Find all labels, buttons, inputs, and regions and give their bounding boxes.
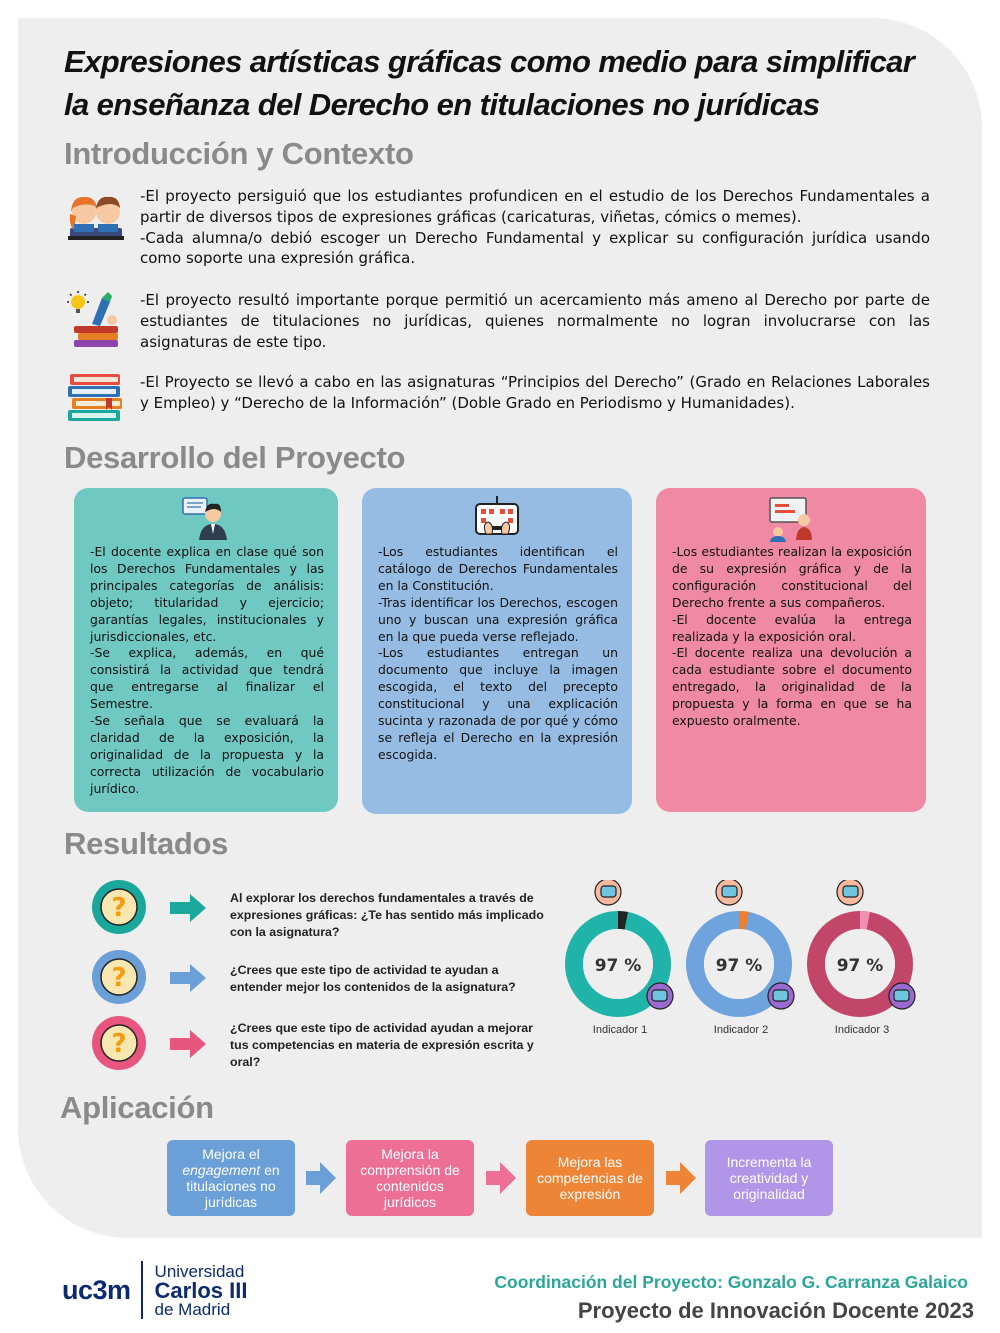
step-label: Incrementa la creatividad y originalidad bbox=[726, 1154, 812, 1202]
application-heading: Aplicación bbox=[60, 1090, 214, 1125]
development-heading: Desarrollo del Proyecto bbox=[64, 440, 406, 475]
thumbs-up-icon bbox=[768, 983, 794, 1009]
students-icon bbox=[64, 186, 140, 250]
intro-heading: Introducción y Contexto bbox=[64, 136, 414, 171]
card-text bbox=[90, 544, 324, 798]
intro-paragraph: -El Proyecto se llevó a cabo en las asignaturas “Principios del Derecho” (Grado en Relaciones Laborales y Empleo) y “Derecho de la Información” (Doble Grado en Periodismo y Humanidades). bbox=[140, 373, 930, 412]
question-text: ¿Crees que este tipo de actividad te ayudan a entender mejor los contenidos de la asignatura? bbox=[230, 963, 516, 994]
question-glyph: ? bbox=[111, 1029, 127, 1059]
thumbs-up-icon bbox=[647, 983, 673, 1009]
arrow-right-icon bbox=[486, 1162, 516, 1194]
title-line-2: la enseñanza del Derecho en titulaciones no jurídicas bbox=[64, 87, 820, 122]
project-id: Proyecto de Innovación Docente 2023 bbox=[577, 1298, 974, 1323]
intro-item bbox=[64, 186, 930, 269]
thumbs-down-icon bbox=[837, 880, 863, 905]
arrow-right-icon bbox=[170, 894, 206, 922]
step-text: en titulaciones no jurídicas bbox=[186, 1162, 280, 1210]
arrow-right-icon bbox=[666, 1162, 696, 1194]
arrow-right-icon bbox=[170, 1030, 206, 1058]
keyboard-hands-icon bbox=[472, 494, 522, 542]
result-question-2 bbox=[92, 950, 552, 1010]
question-glyph: ? bbox=[111, 893, 127, 923]
indicator-label: Indicador 2 bbox=[713, 1024, 769, 1036]
teacher-icon bbox=[181, 494, 231, 542]
university-logo bbox=[62, 1260, 247, 1320]
presentation-icon bbox=[766, 494, 816, 542]
card-paragraph: -El docente realiza una devolución a cada estudiante sobre el documento entregado, la originalidad de la propuesta y la forma en que se ha expuesto oralmente. bbox=[672, 645, 912, 729]
card-text bbox=[672, 544, 912, 730]
intro-item bbox=[64, 290, 930, 354]
university-name bbox=[155, 1262, 248, 1319]
application-step-1 bbox=[167, 1140, 295, 1216]
arrow-right-icon bbox=[306, 1162, 336, 1194]
application-step-3 bbox=[526, 1140, 654, 1216]
indicator-2 bbox=[681, 880, 801, 1036]
donut-value-label: 97 % bbox=[715, 956, 763, 976]
logo-short: uc3m bbox=[62, 1274, 131, 1305]
card-paragraph: -Los estudiantes realizan la exposición de su expresión gráfica y de la configuración constitucional del Derecho frente a sus compañeros. bbox=[672, 544, 912, 610]
intro-paragraph: -Cada alumna/o debió escoger un Derecho Fundamental y explicar su configuración jurídica usando como soporte una expresión gráfica. bbox=[140, 228, 930, 268]
books-icon bbox=[64, 372, 140, 436]
donut-value-label: 97 % bbox=[836, 956, 884, 976]
development-card-2 bbox=[362, 488, 632, 814]
step-label bbox=[175, 1146, 287, 1210]
result-question-3 bbox=[92, 1016, 552, 1076]
arrow-right-icon bbox=[170, 964, 206, 992]
question-icon bbox=[92, 880, 146, 934]
card-paragraph: -Tras identificar los Derechos, escogen uno y buscan una expresión gráfica en la que pueda verse reflejado. bbox=[378, 594, 618, 644]
indicator-1 bbox=[560, 880, 680, 1036]
application-step-2 bbox=[346, 1140, 474, 1216]
study-idea-icon bbox=[64, 290, 140, 354]
donut-chart bbox=[802, 880, 922, 1020]
card-text bbox=[378, 544, 618, 764]
application-step-4 bbox=[705, 1140, 833, 1216]
thumbs-down-icon bbox=[716, 880, 742, 905]
univ-line-1: Universidad bbox=[154, 1261, 245, 1281]
card-paragraph: -Los estudiantes entregan un documento que incluye la imagen escogida, el texto del precepto constitucional y una explicación sucinta y razonada de por qué y cómo se refleja el Derecho en la expresión escogida. bbox=[378, 645, 618, 762]
question-text: Al explorar los derechos fundamentales a través de expresiones gráficas: ¿Te has sentido más implicado con la asignatura? bbox=[230, 891, 544, 939]
card-paragraph: -El docente explica en clase qué son los Derechos Fundamentales y las principales categorías de análisis: objeto; titularidad y ejercicio; garantías legales, institucionales y jurisdiccionales, etc. bbox=[90, 544, 324, 644]
question-text: ¿Crees que este tipo de actividad ayudan a mejorar tus competencias en materia de expresión escrita y oral? bbox=[230, 1021, 534, 1069]
result-question-1 bbox=[92, 880, 552, 940]
intro-text-3 bbox=[140, 372, 930, 436]
card-paragraph: -Se explica, además, en qué consistirá la actividad que tendrá que entregarse al finalizar el Semestre. bbox=[90, 645, 324, 712]
indicator-label: Indicador 3 bbox=[834, 1024, 890, 1036]
poster-title bbox=[64, 40, 944, 126]
indicator-3 bbox=[802, 880, 922, 1036]
thumbs-up-icon bbox=[889, 983, 915, 1009]
thumbs-down-icon bbox=[595, 880, 621, 905]
question-glyph: ? bbox=[111, 963, 127, 993]
logo-divider bbox=[141, 1261, 143, 1319]
donut-chart bbox=[560, 880, 680, 1020]
indicator-label: Indicador 1 bbox=[592, 1024, 648, 1036]
development-card-1 bbox=[74, 488, 338, 812]
question-icon bbox=[92, 950, 146, 1004]
card-paragraph: -Los estudiantes identifican el catálogo de Derechos Fundamentales en la Constitución. bbox=[378, 544, 618, 593]
step-text-emphasis: engagement bbox=[182, 1162, 261, 1178]
step-text: Mejora el bbox=[202, 1146, 260, 1162]
intro-item bbox=[64, 372, 930, 436]
donut-chart bbox=[681, 880, 801, 1020]
project-coordination: Coordinación del Proyecto: Gonzalo G. Carranza Galaico bbox=[494, 1272, 968, 1292]
univ-line-3: de Madrid bbox=[154, 1299, 231, 1319]
univ-line-2: Carlos III bbox=[154, 1277, 248, 1303]
results-heading: Resultados bbox=[64, 826, 229, 861]
donut-value-label: 97 % bbox=[594, 956, 642, 976]
step-label: Mejora la comprensión de contenidos jurídicos bbox=[360, 1146, 460, 1210]
intro-paragraph: -El proyecto persiguió que los estudiantes profundicen en el estudio de los Derechos Fundamentales a partir de diversos tipos de expresiones gráficas (caricaturas, viñetas, cómics o memes). bbox=[140, 187, 930, 226]
title-line-1: Expresiones artísticas gráficas como medio para simplificar bbox=[64, 44, 915, 79]
development-card-3 bbox=[656, 488, 926, 812]
intro-paragraph: -El proyecto resultó importante porque permitió un acercamiento más ameno al Derecho por parte de estudiantes de titulaciones no jurídicas, quienes normalmente no logran involucrarse con las asignaturas de este tipo. bbox=[140, 291, 930, 351]
step-label: Mejora las competencias de expresión bbox=[537, 1154, 643, 1202]
question-icon bbox=[92, 1016, 146, 1070]
card-paragraph: -Se señala que se evaluará la claridad de la exposición, la originalidad de la propuesta y la correcta utilización de vocabulario jurídico. bbox=[90, 713, 324, 796]
intro-text-2 bbox=[140, 290, 930, 354]
intro-text-1 bbox=[140, 186, 930, 269]
card-paragraph: -El docente evalúa la entrega realizada y la exposición oral. bbox=[672, 611, 912, 644]
